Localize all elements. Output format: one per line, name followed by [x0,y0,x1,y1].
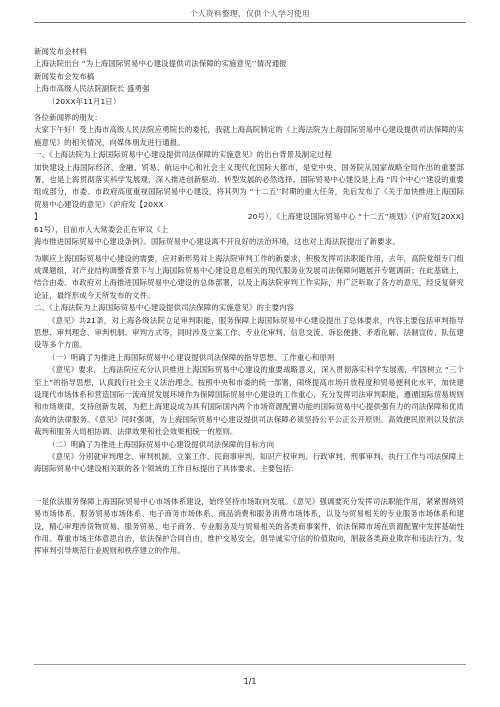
paragraph-guiding-principles: 《意见》要求，上海法院应充分认识推进上海国际贸易中心建设的重要战略意义，深入贯彻落实科学发展观，牢固树立 “三个至上”的指导思想，认真践行社会主义法治理念。按照中央和市委的统一部署，闹绕提高市场开放程度和贸易便利化水平，加快建设现代市场体系和营造国际一流商贸发展环境作为保障国际贸易中心建设的工作重心，充分发挥司法审判职能，遵循国际贸易规则和市场规律，支持创新发展，为把上海建设成为具有国际国内两个市场资源配置功能的国际贸易中心提供强有力的司法保障和优质高效的法律服务。《意见》同时强调，为上海国际贸易中心建设提供司法保障必须坚持公平公正公开原则、高效便民原则以及依法裁判和服务大局相协调、法律效果和社会效果相统一的原则。 [34,365,464,437]
greeting: 各位新闻界的朋友： [34,113,102,123]
paragraph-intro: 大家下午好！受上海市高级人民法院应勇院长的委托，我就上海高院制定的《上海法院为上海国际贸易中心建设提供司法保障的实施意见》的相关情况，向媒体朋友进行通报。 [34,125,464,147]
footer-rule [34,664,466,665]
doc-speaker: 上海市高级人民法院副院长 盛勇强 [34,84,150,94]
doc-date: （20XX年11月1日） [48,96,121,106]
paragraph-background: 加快建设上海国际经济、金融、贸易、航运中心和社会主义现代化国际大都市，是党中央、国务院从国家战略全局作出的重要部署，也是上海贯彻落实科学发展观，深入推进创新驱动、转型发展的必然选择。国际贸易中心建设是上海 “四个中心’’建设的重要组成部分，市委、市政府高度重视国际贸易中心建设，将其列为 “十二五’’时期的重大任务，先后发布了《关于加快推进上海国际贸易中心建设的意见》（沪府发【20XX [34,162,464,209]
page-number: 1/1 [243,677,257,686]
subheading-2: （二）明确了为推进上海国际贸易中心建设提供司法保障的目标方向 [48,439,275,449]
section-heading-1: 一、《上海法院为上海国际贸易中心建设提供司法保障的实施意见》的出台背景及制定过程 [34,150,332,160]
bracket-fragment: 】 [34,212,42,222]
doc-line-materials: 新闻发布会材料 [34,47,87,56]
paragraph-overview: 《意见》共21条，对上海各级法院立足审判职能，服务保障上海国际贸易中心建设提出了总体要求，内容主要包括审判指导思想、审判理念、审判机制、审判方式等，同时涉及立案工作、专业化审判、信息交流、诉讼便捷、矛盾化解、法制宣传、队伍建设等多个方面。 [34,315,464,350]
document-number-fragment: 20号）、《上海建设国际贸易中心 “十二五”规划》（沪府发[20XX] [247,212,464,222]
subheading-1: （一）明确了为推进上海国际贸易中心建设提供司法保障的指导思想、工作重心和原则 [48,352,335,362]
doc-line-release: 新闻发布会发布稿 [34,71,95,81]
paragraph-market-system: 一是依法服务保障上海国际贸易中心市场体系建设，始终坚持市场取向发展。《意见》强调要充分发挥司法职能作用，紧紧围绕贸易市场体系、服务贸易市场体系、电子商务市场体系、商品消费和服务消费市场体系，以及与贸易相关的专业服务市场体系和建设，精心审理涉货物贸易、服务贸易、电子商务、专业服务及与贸易相关的各类商事案件，依法保障市场在资源配置中发挥基础性作用。尊重市场主体意思自治，依法保护合同自由，维护交易安全，倡导诚实守信的价值取向，制裁各类商业欺诈和违法行为，发挥审判引导规范行业规则和秩序建立的作用。 [34,496,464,556]
paragraph-background-end: 海市推进国际贸易中心建设条例》。国际贸易中心建设离不开良好的法治环境，这也对上海法院提出了新要求。 [34,237,400,247]
paragraph-goals: 《意见》分别就审判理念、审判机制、立案工作、民商事审判、知识产权审判、行政审判、刑事审判、执行工作与司法保障上海国际贸易中心建设相关联的各个领域的工作目标提出了具体要求。主要包括： [34,452,464,474]
document-body [34,46,464,558]
document-number-line [34,211,464,223]
header-rule [34,22,466,23]
paragraph-process: 为顺应上海国际贸易中心建设的需要，应对新形势对上海法院审判工作的新要求，积极发挥司法职能作用，去年，高院党组专门组成课题组，对产业结构调整背景下与上海国际贸易中心建设息息相关的现代服务业发展司法保障问题展开专题调研；在此基础上，结合由委、市政府对上海推进国际贸易中心建设的总体部署，以及上海法院审判工作实际，并广泛听取了各方的意见，经反复研究论证，最终形成今天所发布的文件。 [34,253,464,300]
section-heading-2: 二、《上海法院为上海国际贸易中心建设提供司法保障的实施意见》的主要内容 [34,303,295,313]
paragraph-background-cont: 61号），目前市人大常委会正在审议《上 [34,224,169,234]
header-note: 个人资料整理，仅供个人学习使用 [190,9,310,18]
doc-title: 上海法院出台 “为上海国际贸易中心建设提供司法保障的实施意见’’情况通报 [34,59,287,69]
